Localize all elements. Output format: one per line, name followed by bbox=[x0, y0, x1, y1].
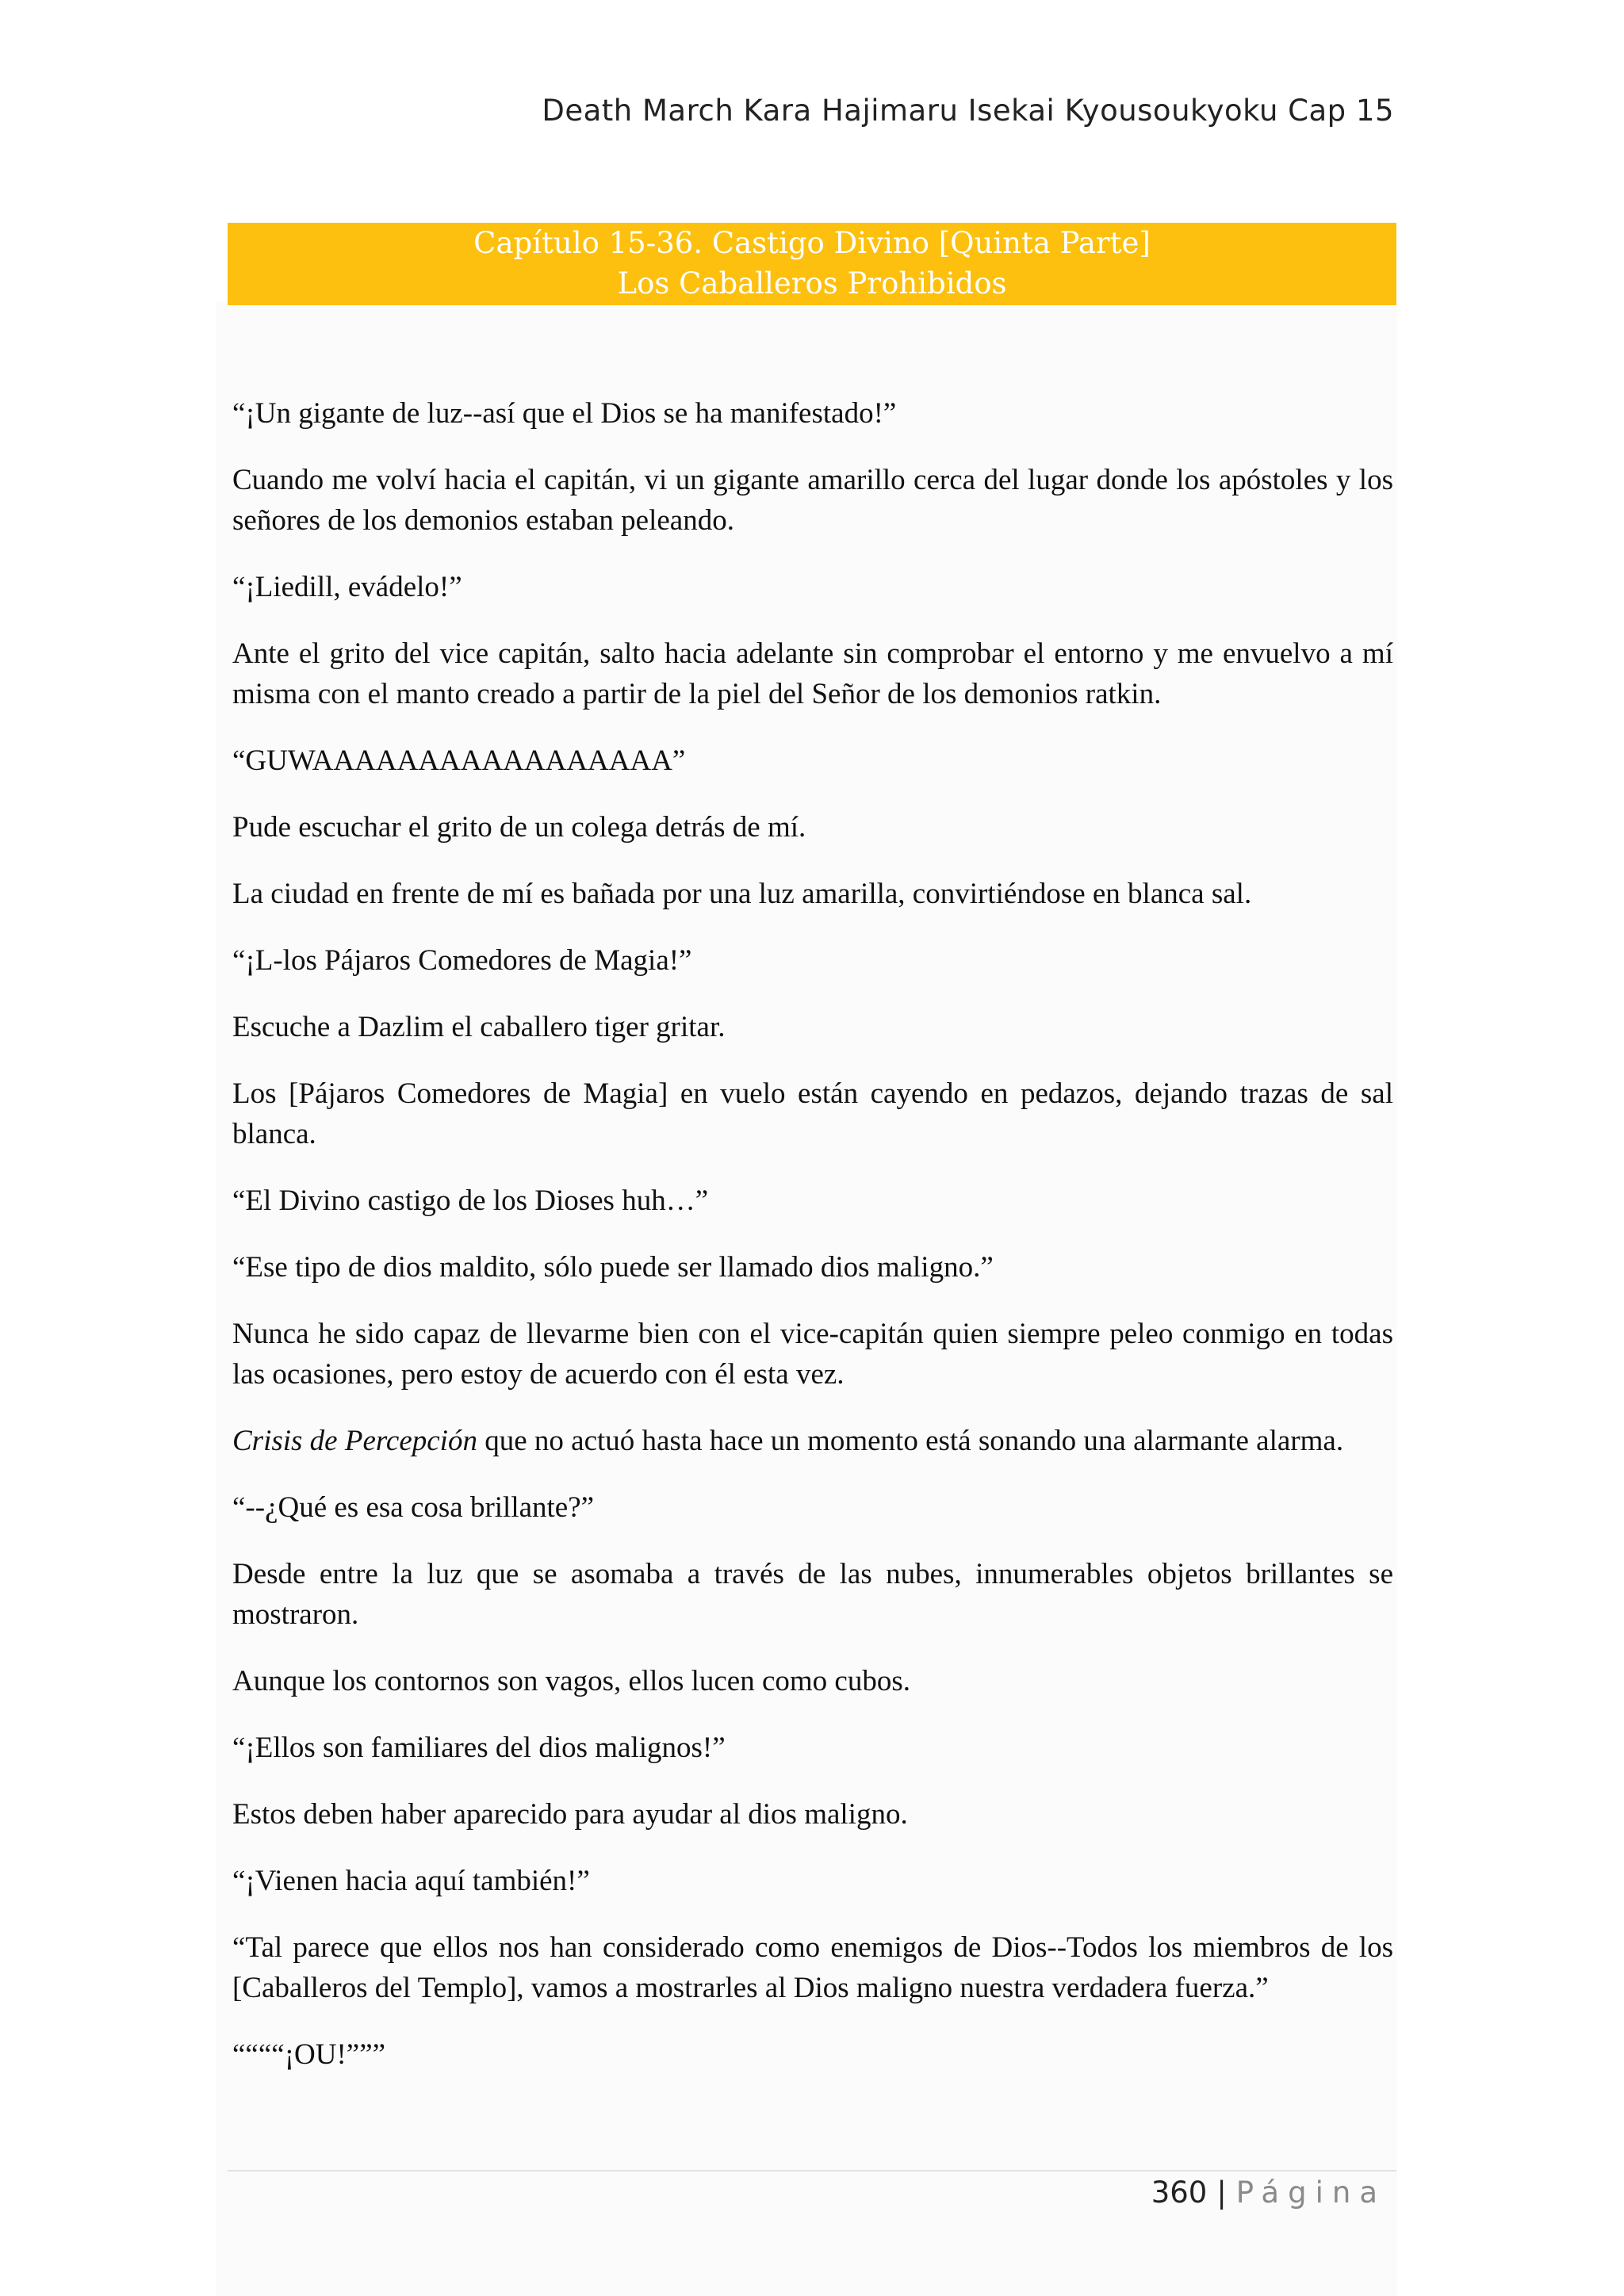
paragraph bbox=[232, 1421, 1393, 1461]
page-number: 360 bbox=[1151, 2175, 1208, 2210]
chapter-body bbox=[232, 393, 1393, 2101]
chapter-title-band bbox=[228, 223, 1396, 305]
paragraph: “El Divino castigo de los Dioses huh…” bbox=[232, 1184, 709, 1217]
chapter-title: Capítulo 15-36. Castigo Divino [Quinta Parte] bbox=[473, 226, 1151, 260]
paragraph: “GUWAAAAAAAAAAAAAAAAA” bbox=[232, 744, 686, 777]
paragraph: “¡Liedill, evádelo!” bbox=[232, 571, 462, 603]
paragraph: Desde entre la luz que se asomaba a través de las nubes, innumerables objetos brillantes se mostraron. bbox=[232, 1558, 1393, 1631]
footer-divider bbox=[228, 2170, 1396, 2172]
paragraph: ““““¡OU!””” bbox=[232, 2038, 386, 2071]
paragraph: “¡L-los Pájaros Comedores de Magia!” bbox=[232, 944, 692, 977]
chapter-subtitle: Los Caballeros Prohibidos bbox=[617, 266, 1007, 300]
paragraph: Estos deben haber aparecido para ayudar al dios maligno. bbox=[232, 1798, 908, 1831]
paragraph: Pude escuchar el grito de un colega detrás de mí. bbox=[232, 811, 806, 844]
footer-separator: | bbox=[1216, 2175, 1227, 2210]
paragraph: “¡Vienen hacia aquí también!” bbox=[232, 1865, 590, 1897]
running-header: Death March Kara Hajimaru Isekai Kyousoukyoku Cap 15 bbox=[542, 94, 1394, 128]
paragraph: Cuando me volví hacia el capitán, vi un gigante amarillo cerca del lugar donde los apóstoles y los señores de los demonios estaban peleando. bbox=[232, 464, 1393, 537]
paragraph: “¡Un gigante de luz--así que el Dios se ha manifestado!” bbox=[232, 397, 897, 430]
paragraph-text: que no actuó hasta hace un momento está sonando una alarmante alarma. bbox=[477, 1425, 1344, 1457]
paragraph: “Ese tipo de dios maldito, sólo puede ser llamado dios maligno.” bbox=[232, 1251, 994, 1284]
paragraph: Los [Pájaros Comedores de Magia] en vuelo están cayendo en pedazos, dejando trazas de sal blanca. bbox=[232, 1077, 1393, 1150]
paragraph: “¡Ellos son familiares del dios malignos!” bbox=[232, 1732, 726, 1764]
italic-term: Crisis de Percepción bbox=[232, 1425, 477, 1457]
paragraph: Nunca he sido capaz de llevarme bien con el vice-capitán quien siempre peleo conmigo en todas las ocasiones, pero estoy de acuerdo con él esta vez. bbox=[232, 1318, 1393, 1391]
paragraph: “--¿Qué es esa cosa brillante?” bbox=[232, 1491, 595, 1524]
paragraph: “Tal parece que ellos nos han considerado como enemigos de Dios--Todos los miembros de los [Caballeros del Templo], vamos a mostrarles al Dios maligno nuestra verdadera fuerza.” bbox=[232, 1931, 1393, 2004]
paragraph: Aunque los contornos son vagos, ellos lucen como cubos. bbox=[232, 1665, 910, 1697]
page-label: Página bbox=[1235, 2175, 1386, 2210]
paragraph: La ciudad en frente de mí es bañada por una luz amarilla, convirtiéndose en blanca sal. bbox=[232, 878, 1252, 910]
paragraph: Escuche a Dazlim el caballero tiger gritar. bbox=[232, 1011, 726, 1043]
page-footer bbox=[1151, 2175, 1386, 2210]
paragraph: Ante el grito del vice capitán, salto hacia adelante sin comprobar el entorno y me envuelvo a mí misma con el manto creado a partir de la piel del Señor de los demonios ratkin. bbox=[232, 637, 1393, 710]
